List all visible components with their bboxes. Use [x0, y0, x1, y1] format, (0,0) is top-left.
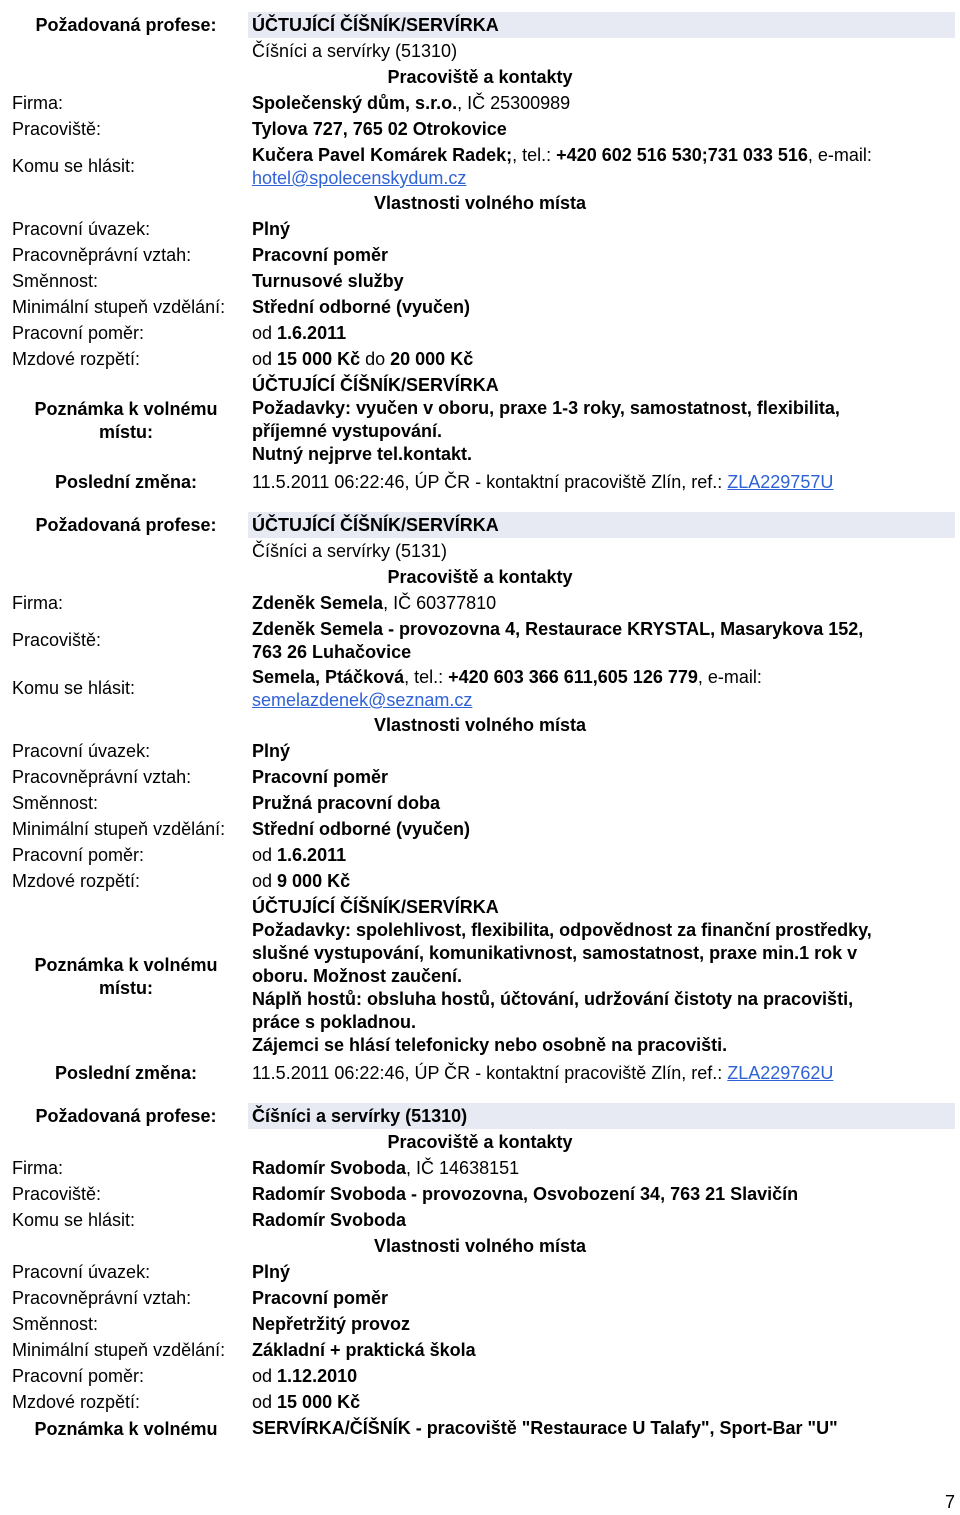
- workload-row: [12, 1259, 955, 1285]
- employment-start-value: [252, 842, 955, 868]
- profession-value: ÚČTUJÍCÍ ČÍŠNÍK/SERVÍRKA: [248, 12, 955, 38]
- workplace-label: Pracoviště:: [12, 629, 102, 650]
- shifts-label: Směnnost:: [12, 793, 99, 813]
- employment-relation-label: Pracovněprávní vztah:: [12, 1288, 192, 1308]
- note-line: Požadavky: spolehlivost, flexibilita, odpovědnost za finanční prostředky,: [252, 920, 872, 940]
- company-name: Společenský dům, s.r.o.: [252, 93, 458, 113]
- education-label: Minimální stupeň vzdělání:: [12, 819, 226, 839]
- workplace-label: Pracoviště:: [12, 1184, 102, 1204]
- company-id: , IČ 14638151: [406, 1158, 520, 1178]
- email-link[interactable]: hotel@spolecenskydum.cz: [252, 168, 467, 188]
- salary-value: [252, 868, 955, 894]
- salary-from: 15 000 Kč: [277, 1392, 361, 1412]
- education-label: Minimální stupeň vzdělání:: [12, 1340, 226, 1360]
- shifts-row: [12, 268, 955, 294]
- note-line: slušné vystupování, komunikativnost, samostatnost, praxe min.1 rok v: [252, 943, 858, 963]
- salary-label: Mzdové rozpětí:: [12, 1392, 141, 1412]
- start-date: 1.12.2010: [277, 1366, 358, 1386]
- note-line: příjemné vystupování.: [252, 421, 443, 441]
- email-link[interactable]: semelazdenek@seznam.cz: [252, 690, 473, 710]
- education-row: [12, 816, 955, 842]
- classification-row: [12, 38, 955, 64]
- note-line: Náplň hostů: obsluha hostů, účtování, udržování čistoty na pracovišti,: [252, 989, 854, 1009]
- workload-value: Plný: [252, 219, 291, 239]
- email-line: [252, 167, 955, 190]
- profession-value: Číšníci a servírky (51310): [248, 1103, 955, 1129]
- job-listing: [12, 512, 955, 1086]
- profession-label: Požadovaná profese:: [35, 515, 217, 535]
- section-title-vacancy-properties: Vlastnosti volného místa: [373, 1236, 587, 1256]
- profession-row: [12, 1103, 955, 1129]
- workload-label: Pracovní úvazek:: [12, 1262, 151, 1282]
- start-prefix: od: [252, 323, 278, 343]
- classification-value: Číšníci a servírky (5131): [252, 541, 448, 561]
- company-id: , IČ 25300989: [457, 93, 571, 113]
- company-value: [252, 1155, 955, 1181]
- workplace-line: Zdeněk Semela - provozovna 4, Restaurace KRYSTAL, Masarykova 152,: [252, 619, 864, 639]
- workload-label: Pracovní úvazek:: [12, 219, 151, 239]
- workplace-line: 763 26 Luhačovice: [252, 642, 412, 662]
- employment-start-row: [12, 842, 955, 868]
- contact-label: Komu se hlásit:: [12, 677, 136, 698]
- employment-start-label: Pracovní poměr:: [12, 845, 145, 865]
- salary-prefix: od: [252, 871, 278, 891]
- phone-number: +420 603 366 611,605 126 779: [448, 667, 698, 687]
- last-change-value: [252, 469, 955, 495]
- email-prefix: , e-mail:: [697, 667, 762, 687]
- job-listing: [12, 1103, 955, 1443]
- salary-label: Mzdové rozpětí:: [12, 349, 141, 369]
- workload-value: Plný: [252, 741, 291, 761]
- workload-row: [12, 216, 955, 242]
- education-row: [12, 294, 955, 320]
- classification-row: [12, 538, 955, 564]
- salary-label: Mzdové rozpětí:: [12, 871, 141, 891]
- employment-relation-value: Pracovní poměr: [252, 767, 389, 787]
- education-value: Základní + praktická škola: [252, 1340, 476, 1360]
- note-row: [12, 372, 955, 469]
- shifts-value: Pružná pracovní doba: [252, 793, 441, 813]
- note-label: [12, 894, 240, 1060]
- workplace-value: [252, 616, 955, 664]
- contact-person: Semela, Ptáčková: [252, 667, 405, 687]
- start-date: 1.6.2011: [277, 323, 347, 343]
- reference-link[interactable]: ZLA229762U: [727, 1063, 834, 1083]
- company-value: [252, 590, 955, 616]
- classification-value: Číšníci a servírky (51310): [252, 41, 458, 61]
- note-line: ÚČTUJÍCÍ ČÍŠNÍK/SERVÍRKA: [252, 375, 499, 395]
- workload-label: Pracovní úvazek:: [12, 741, 151, 761]
- last-change-label: Poslední změna:: [54, 1063, 198, 1083]
- page-number: 7: [944, 1492, 955, 1512]
- shifts-label: Směnnost:: [12, 1314, 99, 1334]
- last-change-label: Poslední změna:: [54, 472, 198, 492]
- company-id: , IČ 60377810: [383, 593, 497, 613]
- workload-value: Plný: [252, 1262, 291, 1282]
- contact-person: Kučera Pavel Komárek Radek;: [252, 145, 513, 165]
- contact-row: [12, 142, 955, 190]
- contact-line: [252, 144, 955, 167]
- note-line: SERVÍRKA/ČÍŠNÍK - pracoviště "Restaurace U Talafy", Sport-Bar "U": [252, 1418, 838, 1438]
- contact-label: Komu se hlásit:: [12, 1210, 136, 1230]
- shifts-label: Směnnost:: [12, 271, 99, 291]
- shifts-value: Turnusové služby: [252, 271, 404, 291]
- start-prefix: od: [252, 845, 278, 865]
- phone-prefix: , tel.:: [404, 667, 449, 687]
- education-value: Střední odborné (vyučen): [252, 297, 471, 317]
- phone-prefix: , tel.:: [512, 145, 557, 165]
- salary-from: 9 000 Kč: [277, 871, 351, 891]
- employment-start-value: [252, 320, 955, 346]
- note-value: [252, 372, 955, 469]
- last-change-row: [12, 1060, 955, 1086]
- note-row: [12, 894, 955, 1060]
- email-prefix: , e-mail:: [807, 145, 872, 165]
- profession-row: [12, 512, 955, 538]
- last-change-text: 11.5.2011 06:22:46, ÚP ČR - kontaktní pracoviště Zlín, ref.:: [252, 472, 728, 492]
- company-row: [12, 590, 955, 616]
- email-line: [252, 689, 955, 712]
- note-label: Poznámka k volnému: [34, 1418, 218, 1439]
- employment-start-label: Pracovní poměr:: [12, 323, 145, 343]
- note-value: [252, 1415, 955, 1443]
- last-change-text: 11.5.2011 06:22:46, ÚP ČR - kontaktní pracoviště Zlín, ref.:: [252, 1063, 728, 1083]
- education-row: [12, 1337, 955, 1363]
- employment-start-row: [12, 320, 955, 346]
- note-label: [12, 372, 240, 469]
- note-line: Nutný nejprve tel.kontakt.: [252, 444, 473, 464]
- employment-relation-row: [12, 1285, 955, 1311]
- note-label-line: místu:: [99, 421, 153, 442]
- note-line: Požadavky: vyučen v oboru, praxe 1-3 roky, samostatnost, flexibilita,: [252, 398, 840, 418]
- reference-link[interactable]: ZLA229757U: [727, 472, 834, 492]
- employment-relation-label: Pracovněprávní vztah:: [12, 245, 192, 265]
- note-line: Zájemci se hlásí telefonicky nebo osobně na pracovišti.: [252, 1035, 728, 1055]
- company-row: [12, 90, 955, 116]
- start-prefix: od: [252, 1366, 278, 1386]
- salary-prefix: od: [252, 349, 278, 369]
- contact-value: [252, 664, 955, 712]
- salary-from: 15 000 Kč: [277, 349, 361, 369]
- company-label: Firma:: [12, 593, 63, 613]
- salary-middle: do: [360, 349, 391, 369]
- employment-relation-label: Pracovněprávní vztah:: [12, 767, 192, 787]
- section-title-vacancy-properties: Vlastnosti volného místa: [373, 715, 587, 735]
- profession-label: Požadovaná profese:: [35, 15, 217, 35]
- company-row: [12, 1155, 955, 1181]
- job-listing: [12, 12, 955, 495]
- employment-relation-value: Pracovní poměr: [252, 1288, 389, 1308]
- note-line: práce s pokladnou.: [252, 1012, 417, 1032]
- section-title-workplace-contacts: Pracoviště a kontakty: [387, 1132, 573, 1152]
- workload-row: [12, 738, 955, 764]
- employment-start-row: [12, 1363, 955, 1389]
- section-title-workplace-contacts: Pracoviště a kontakty: [387, 67, 573, 87]
- contact-line: [252, 666, 955, 689]
- employment-start-value: [252, 1363, 955, 1389]
- note-line: ÚČTUJÍCÍ ČÍŠNÍK/SERVÍRKA: [252, 897, 499, 917]
- salary-row: [12, 346, 955, 372]
- employment-relation-value: Pracovní poměr: [252, 245, 389, 265]
- workplace-value: Tylova 727, 765 02 Otrokovice: [252, 119, 507, 139]
- note-value: [252, 894, 955, 1060]
- education-value: Střední odborné (vyučen): [252, 819, 471, 839]
- section-title-vacancy-properties: Vlastnosti volného místa: [373, 193, 587, 213]
- salary-prefix: od: [252, 1392, 278, 1412]
- contact-row: [12, 664, 955, 712]
- shifts-row: [12, 790, 955, 816]
- company-label: Firma:: [12, 1158, 63, 1178]
- last-change-row: [12, 469, 955, 495]
- shifts-value: Nepřetržitý provoz: [252, 1314, 411, 1334]
- empty-label-cell: [12, 38, 240, 64]
- salary-row: [12, 868, 955, 894]
- last-change-value: [252, 1060, 955, 1086]
- education-label: Minimální stupeň vzdělání:: [12, 297, 226, 317]
- employment-start-label: Pracovní poměr:: [12, 1366, 145, 1386]
- employment-relation-row: [12, 764, 955, 790]
- phone-number: +420 602 516 530;731 033 516: [556, 145, 808, 165]
- section-title-workplace-contacts: Pracoviště a kontakty: [387, 567, 573, 587]
- company-label: Firma:: [12, 93, 63, 113]
- contact-person: Radomír Svoboda: [252, 1210, 407, 1230]
- note-label-line: místu:: [99, 978, 153, 998]
- document-page: [12, 12, 955, 1443]
- workplace-value: Radomír Svoboda - provozovna, Osvobození 34, 763 21 Slavičín: [252, 1184, 799, 1204]
- company-name: Radomír Svoboda: [252, 1158, 407, 1178]
- profession-label: Požadovaná profese:: [35, 1106, 217, 1126]
- note-label-line: Poznámka k volnému: [34, 955, 218, 975]
- profession-row: [12, 12, 955, 38]
- contact-row: [12, 1207, 955, 1233]
- note-line: oboru. Možnost zaučení.: [252, 966, 462, 986]
- contact-value: [252, 142, 955, 190]
- workplace-row: [12, 1181, 955, 1207]
- contact-label: Komu se hlásit:: [12, 155, 136, 176]
- start-date: 1.6.2011: [277, 845, 347, 865]
- company-name: Zdeněk Semela: [252, 593, 384, 613]
- workplace-label: Pracoviště:: [12, 119, 102, 139]
- company-value: [252, 90, 955, 116]
- note-label-line: Poznámka k volnému: [34, 398, 218, 419]
- salary-to: 20 000 Kč: [390, 349, 474, 369]
- salary-row: [12, 1389, 955, 1415]
- note-row: [12, 1415, 955, 1443]
- salary-value: [252, 1389, 955, 1415]
- profession-value: ÚČTUJÍCÍ ČÍŠNÍK/SERVÍRKA: [248, 512, 955, 538]
- empty-label-cell: [12, 538, 240, 564]
- workplace-row: [12, 116, 955, 142]
- workplace-row: [12, 616, 955, 664]
- salary-value: [252, 346, 955, 372]
- employment-relation-row: [12, 242, 955, 268]
- shifts-row: [12, 1311, 955, 1337]
